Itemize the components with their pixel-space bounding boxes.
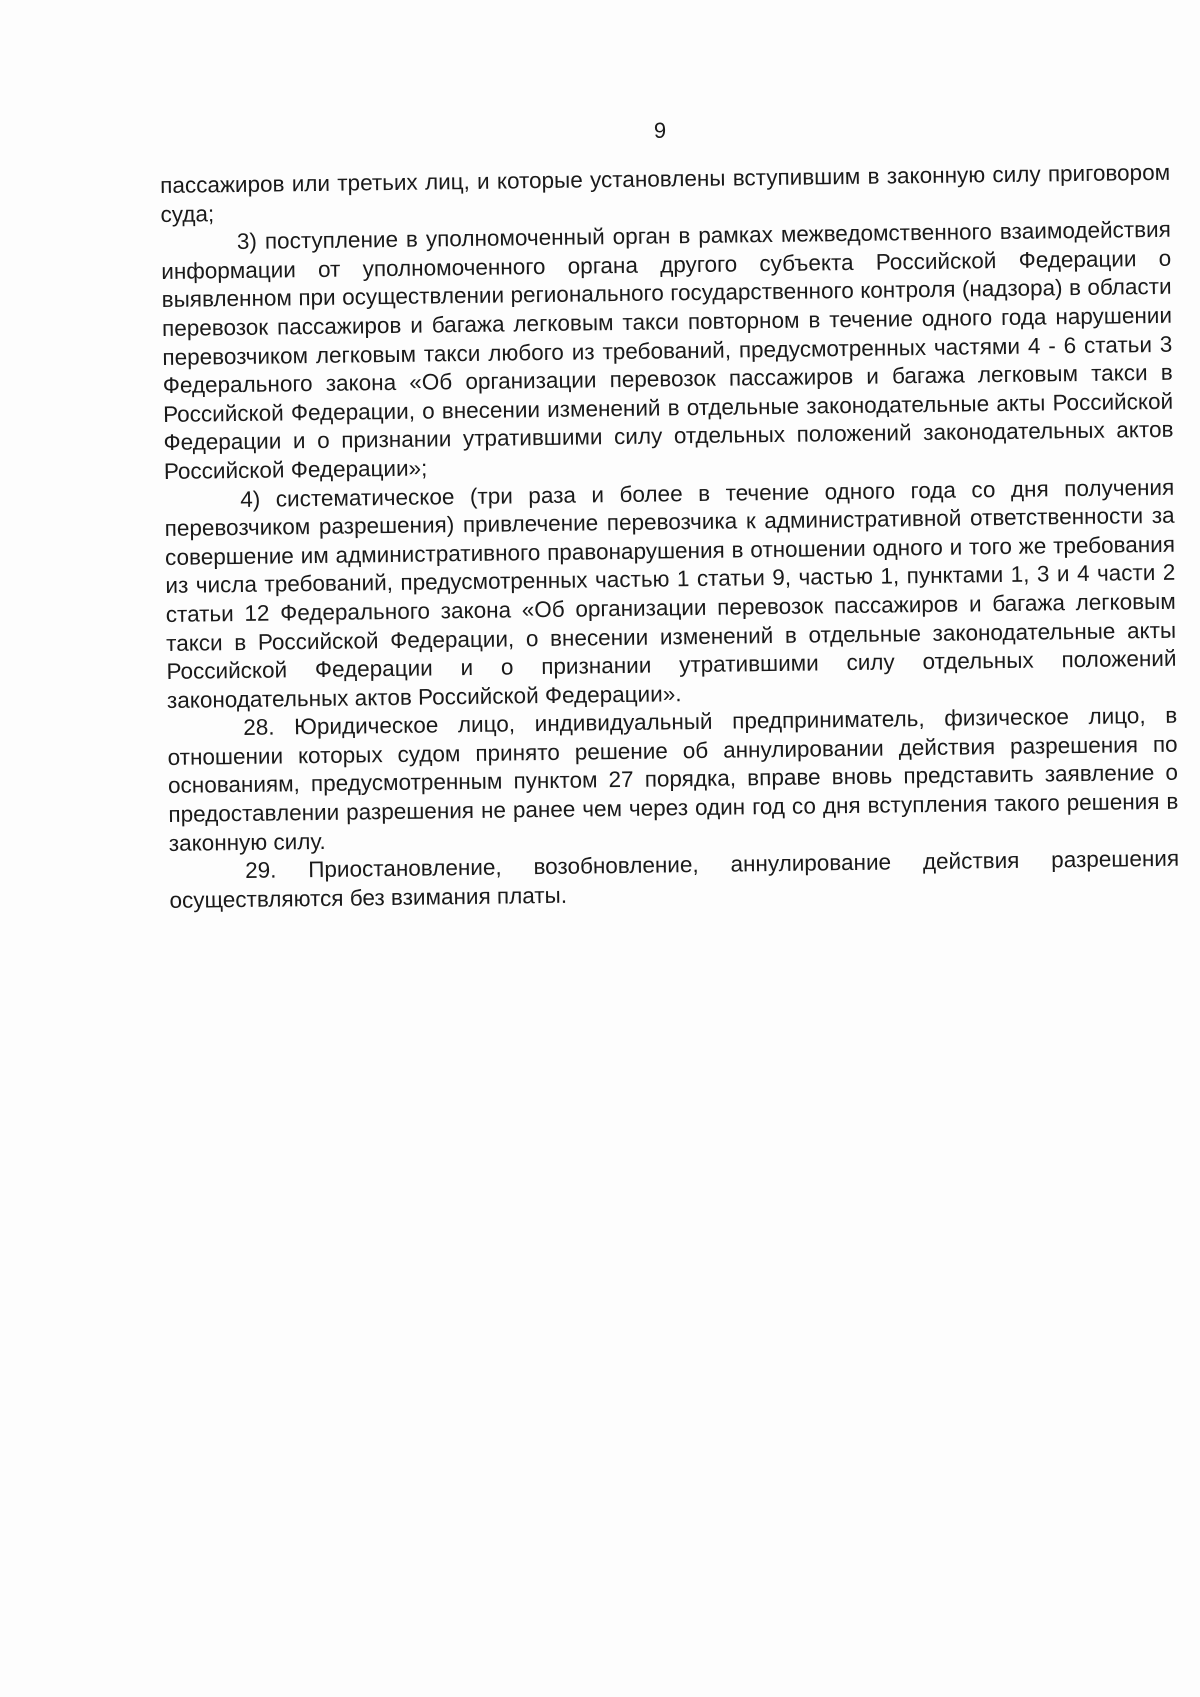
paragraph-section-28: 28. Юридическое лицо, индивидуальный предприниматель, физическое лицо, в отношении которых судом принято решение об аннулировании действия разрешения по основаниям, предусмотренным пунктом 27 порядка, вправе вновь представить заявление о предоставлении разрешения не ранее чем через один год со дня вступления такого решения в законную силу.	[167, 703, 1179, 856]
paragraph-item-4: 4) систематическое (три раза и более в течение одного года со дня получения перевозчиком разрешения) привлечение перевозчика к административной ответственности за совершение им административного правонарушения в отношении одного и того же требования из числа требований, предусмотренных частью 1 статьи 9, частью 1, пунктами 1, 3 и 4 части 2 статьи 12 Федерального закона «Об организации перевозок пассажиров и багажа легковым такси в Российской Федерации, о внесении изменений в отдельные законодательные акты Российской Федерации и о признании утратившими силу отдельных положений законодательных актов Российской Федерации».	[164, 474, 1177, 713]
paragraph-item-3: 3) поступление в уполномоченный орган в рамках межведомственного взаимодействия информации от уполномоченного органа другого субъекта Российской Федерации о выявленном при осуществлении регионального государственного контроля (надзора) в области перевозок пассажиров и багажа легковым такси повторном в течение одного года нарушении перевозчиком легковым такси любого из требований, предусмотренных частями 4 - 6 статьи 3 Федерального закона «Об организации перевозок пассажиров и багажа легковым такси в Российской Федерации, о внесении изменений в отдельные законодательные акты Российской Федерации и о признании утратившими силу отдельных положений законодательных актов Российской Федерации»;	[161, 216, 1174, 484]
page-number: 9	[653, 118, 667, 143]
paragraph-section-29: 29. Приостановление, возобновление, аннулирование действия разрешения осуществляются без взимания платы.	[169, 845, 1180, 913]
paragraph-continuation: пассажиров или третьих лиц, и которые установлены вступившим в законную силу приговором суда;	[160, 159, 1171, 227]
document-body	[160, 159, 1180, 916]
